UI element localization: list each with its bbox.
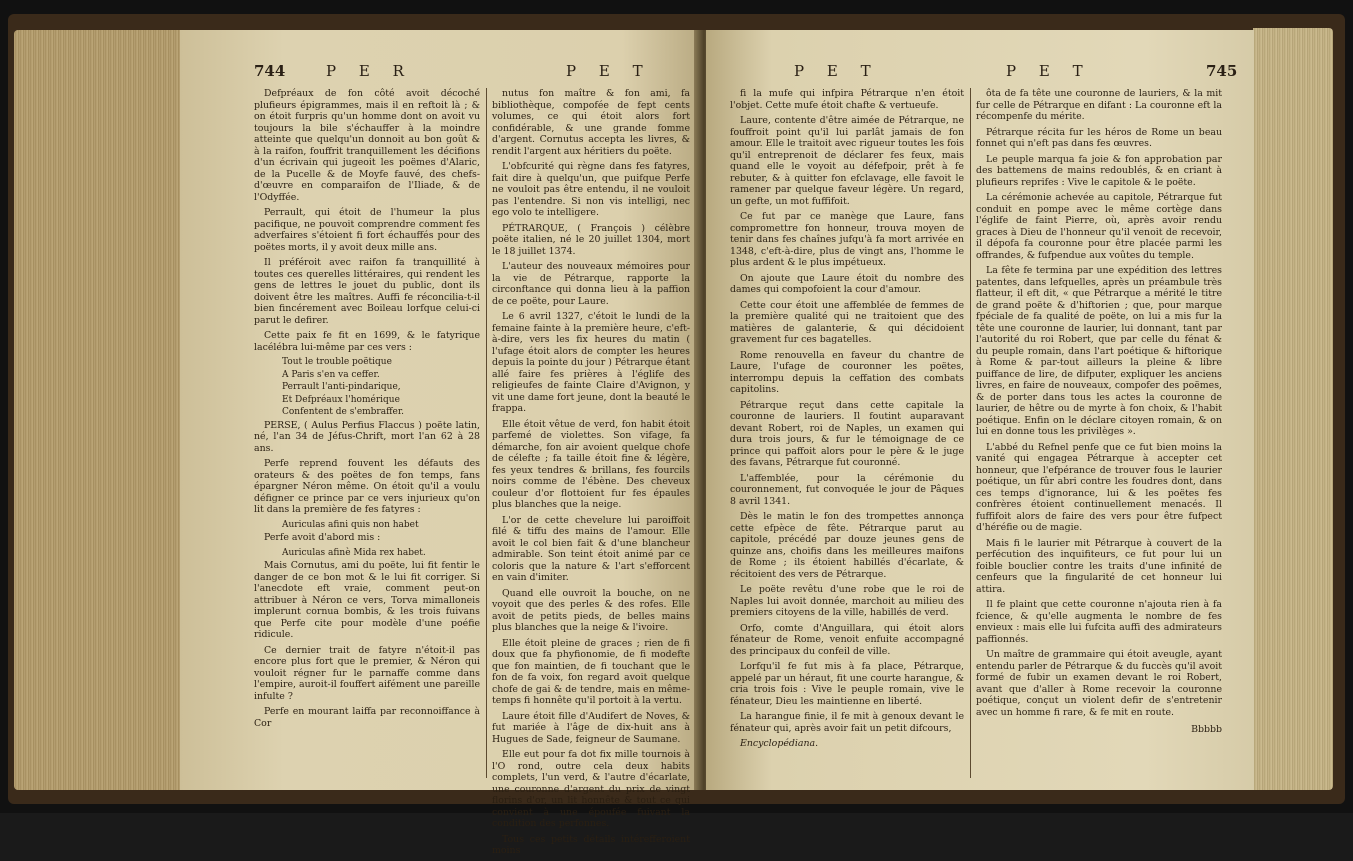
verse-line: Auriculas afini quis non habet — [282, 519, 419, 530]
verse-line: Perrault l'anti-pindarique, — [282, 382, 401, 392]
signature-mark: Bbbbb — [1191, 724, 1222, 735]
footer-source: Encyclopédiana. — [740, 738, 819, 749]
paragraph: Elle eut pour fa dot fix mille tournois à l'O rond, outre cela deux habits complets, l'un verd, & l'autre d'écarlate, une couronne d'argent du prix de vingt florins d'or, un lit honnête & tout ce qui convient à une époufée fuivant la condition des perfonnes. — [492, 749, 690, 829]
left-running-head-1: P E R — [326, 62, 413, 80]
paragraph: Orfo, comte d'Anguillara, qui étoit alors fénateur de Rome, venoit enfuite accompagné des principaux du confeil de ville. — [730, 622, 964, 657]
paragraph: Quand elle ouvroit la bouche, on ne voyoit que des perles & des rofes. Elle avoit de petits pieds, de belles mains plus blanches que la neige & l'ivoire. — [492, 587, 690, 633]
paragraph: Il fe plaint que cette couronne n'ajouta rien à fa fcience, & qu'elle augmenta le nombre de fes envieux : mais elle lui fufcita auffi des admirateurs paffionnés. — [976, 599, 1222, 645]
column-rule — [970, 88, 971, 778]
paragraph: L'obfcurité qui règne dans fes fatyres, fait dire à quelqu'un, que puifque Perfe ne vouloit pas être entendu, il ne vouloit pas l'entendre. Si non vis intelligi, nec ego volo te intelligere. — [492, 161, 690, 218]
paragraph: Cette paix fe fit en 1699, & le fatyrique lacélébra lui-même par ces vers : — [254, 330, 480, 353]
paragraph: La harangue finie, il fe mit à genoux devant le fénateur qui, après avoir fait un petit difcours, — [730, 711, 964, 734]
right-page-number: 745 — [1206, 62, 1238, 80]
paragraph: Perfe avoit d'abord mis : — [264, 532, 381, 543]
verse-line: Tout le trouble poëtique — [282, 357, 392, 367]
paragraph: Il préféroit avec raifon fa tranquillité à toutes ces querelles littéraires, qui rendent les gens de lettres le jouet du public, dont ils doivent être les maîtres. Auffi fe réconcilia-t-il bien fincérement avec Boileau lorfque celui-ci parut le defirer. — [254, 257, 480, 326]
paragraph: Tous ces petits détails intérefferoient moins — [492, 833, 690, 856]
paragraph: nutus fon maître & fon ami, fa bibliothèque, compofée de fept cents volumes, ce qui étoit alors fort confidérable, & une grande fomme d'argent. Cornutus accepta les livres, & rendit l'argent aux héritiers du poëte. — [492, 88, 690, 157]
paragraph: Mais fi le laurier mit Pétrarque à couvert de la perfécution des inquifiteurs, ce fut pour lui un foible bouclier contre les traits d'une infinité de cenfeurs que la fingularité de cet honneur lui attira. — [976, 537, 1222, 595]
page-edges-right — [1253, 28, 1333, 790]
paragraph: Rome renouvella en faveur du chantre de Laure, l'ufage de couronner les poëtes, interrompu depuis la ceffation des combats capitolins. — [730, 349, 964, 395]
paragraph: Perrault, qui étoit de l'humeur la plus pacifique, ne pouvoit comprendre comment fes adverfaires s'étoient fi fort échauffés pour des poëtes morts, il y avoit deux mille ans. — [254, 207, 480, 253]
paragraph: L'or de cette chevelure lui paroiffoit filé & tiffu des mains de l'amour. Elle avoit le col bien fait & d'une blancheur admirable. Son teint étoit animé par ce coloris que la nature & l'art s'efforcent en vain d'imiter. — [492, 514, 690, 583]
paragraph: fi la mufe qui infpira Pétrarque n'en étoit l'objet. Cette mufe étoit chafte & vertueufe. — [730, 88, 964, 111]
paragraph: L'abbé du Refnel penfe que ce fut bien moins la vanité qui engagea Pétrarque à accepter cet honneur, que l'efpérance de trouver fous le laurier poétique, un fûr abri contre les foudres dont, dans ces temps d'ignorance, lui & les poëtes fes confrères étoient continuellement menacés. Il fuffifoit alors de faire des vers pour être fufpect d'héréfie ou de magie. — [976, 441, 1222, 533]
right-running-head-1: P E T — [794, 62, 880, 80]
verse-line: A Paris s'en va ceffer. — [282, 369, 380, 380]
verse-line: Auriculas afinè Mida rex habet. — [282, 547, 426, 558]
left-page-column-2 — [492, 88, 690, 861]
paragraph: La cérémonie achevée au capitole, Pétrarque fut conduit en pompe avec le même cortège dans l'églife de faint Pierre, où, après avoir rendu graces à Dieu de l'honneur qu'il venoit de recevoir, il dépofa fa couronne pour être placée parmi les offrandes, & fufpendue aux voûtes du temple. — [976, 192, 1222, 261]
paragraph: Le 6 avril 1327, c'étoit le lundi de la femaine fainte à la première heure, c'eft-à-dire, vers les fix heures du matin ( l'ufage étoit alors de compter les heures depuis la pointe du jour ) Pétrarque étant allé faire fes prières à l'églife des religieufes de fainte Claire d'Avignon, y vit une dame fort jeune, dont la beauté le frappa. — [492, 311, 690, 414]
left-running-head-2: P E T — [566, 62, 652, 80]
paragraph: L'affemblée, pour la cérémonie du couronnement, fut convoquée le jour de Pâques 8 avril 1341. — [730, 472, 964, 507]
left-page-column-1 — [254, 88, 480, 733]
left-page-number: 744 — [254, 62, 286, 80]
paragraph: Laure étoit fille d'Audifert de Noves, & fut mariée à l'âge de dix-huit ans à Hugues de Sade, feigneur de Saumane. — [492, 710, 690, 745]
paragraph: Defpréaux de fon côté avoit décoché plufieurs épigrammes, mais il en reftoit là ; & on étoit furpris qu'un homme dont on avoit vu toujours la bile s'échauffer à la moindre atteinte que quelqu'un donnoit au bon goût & à la raifon, fouffrit tranquillement les décifions d'un écrivain qui jugeoit les poëmes d'Alaric, de la Pucelle & de Moyfe fauvé, des chefs-d'œuvre en comparaifon de l'Iliade, & de l'Odyffée. — [254, 88, 480, 203]
paragraph: Ce fut par ce manège que Laure, fans compromettre fon honneur, trouva moyen de tenir dans fes chaînes jufqu'à fa mort arrivée en 1348, c'eft-à-dire, plus de vingt ans, l'homme le plus ardent & le plus impétueux. — [730, 211, 964, 268]
paragraph: Un maître de grammaire qui étoit aveugle, ayant entendu parler de Pétrarque & du fuccès qu'il avoit formé de fubir un examen devant le roi Robert, avant que d'aller à Rome recevoir la couronne poétique, conçut un violent defir de s'entretenir avec un homme fi rare, & fe mit en route. — [976, 649, 1222, 718]
paragraph: L'auteur des nouveaux mémoires pour la vie de Pétrarque, rapporte la circonftance qui donna lieu à la paffion de ce poëte, pour Laure. — [492, 261, 690, 307]
paragraph: Le poëte revêtu d'une robe que le roi de Naples lui avoit donnée, marchoit au milieu des premiers citoyens de la ville, habillés de verd. — [730, 584, 964, 618]
paragraph: Perfe reprend fouvent les défauts des orateurs & des poëtes de fon temps, fans épargner Néron même. On étoit qu'il a voulu défigner ce prince par ce vers injurieux qu'on lit dans la première de fes fatyres : — [254, 458, 480, 515]
right-running-head-2: P E T — [1006, 62, 1092, 80]
paragraph: La fête fe termina par une expédition des lettres patentes, dans lefquelles, après un préambule très flatteur, il eft dit, « que Pétrarque a mérité le titre de grand poëte & d'hiftorien ; que, pour marque fpéciale de fa qualité de poëte, on lui a mis fur la tête une couronne de laurier, lui donnant, tant par l'autorité du roi Robert, que par celle du fénat & du peuple romain, dans l'art poétique & hiftorique à Rome & par-tout ailleurs la pleine & libre puiffance de lire, de difputer, expliquer les anciens livres, en faire de nouveaux, compofer des poëmes, & de porter dans tous les actes la couronne de laurier, de hêtre ou de myrte à fon choix, & l'habit poétique. Enfin on le déclare citoyen romain, & on lui en donne tous les privilèges ». — [976, 265, 1222, 437]
right-page — [706, 30, 1254, 790]
paragraph: Pétrarque reçut dans cette capitale la couronne de lauriers. Il foutint auparavant devant Robert, roi de Naples, un examen qui dura trois jours, & fur le témoignage de ce prince qui paffoit alors pour le père & le juge des favans, Pétrarque fut couronné. — [730, 399, 964, 468]
paragraph: Dès le matin le fon des trompettes annonça cette efpèce de fête. Pétrarque parut au capitole, précédé par douze jeunes gens de quinze ans, choifis dans les meilleures maifons de Rome ; ils étoient habillés d'écarlate, & récitoient des vers de Pétrarque. — [730, 511, 964, 580]
page-edges-left — [14, 30, 184, 790]
right-page-column-2 — [976, 88, 1222, 740]
paragraph: PÉTRARQUE, ( François ) célèbre poëte italien, né le 20 juillet 1304, mort le 18 juillet 1374. — [492, 222, 690, 257]
paragraph: Ce dernier trait de fatyre n'étoit-il pas encore plus fort que le premier, & Néron qui vouloit régner fur le parnaffe comme dans l'empire, auroit-il fouffert aifément une pareille infulte ? — [254, 644, 480, 702]
paragraph: PERSE, ( Aulus Perfius Flaccus ) poëte latin, né, l'an 34 de Jéfus-Chrift, mort l'an 62 à 28 ans. — [254, 419, 480, 454]
paragraph: Lorfqu'il fe fut mis à fa place, Pétrarque, appelé par un héraut, fit une courte harangue, & cria trois fois : Vive le peuple romain, vive le fénateur, Dieu les maintienne en liberté. — [730, 661, 964, 707]
verse-line: Et Defpréaux l'homérique — [282, 394, 400, 405]
paragraph: Le peuple marqua fa joie & fon approbation par des battemens de mains redoublés, & en criant à plufieurs reprifes : Vive le capitole & le poëte. — [976, 153, 1222, 188]
paragraph: Elle étoit vêtue de verd, fon habit étoit parfemé de violettes. Son vifage, fa démarche, fon air avoient quelque chofe de célefte ; fa taille étoit fine & légère, fes yeux tendres & brillans, fes fourcils noirs comme de l'ébène. Des cheveux couleur d'or flottoient fur fes épaules plus blanches que la neige. — [492, 418, 690, 510]
column-rule — [486, 88, 487, 778]
paragraph: Perfe en mourant laiffa par reconnoiffance à Cor — [254, 706, 480, 729]
left-page — [180, 30, 700, 856]
verse-line: Confentent de s'embraffer. — [282, 407, 404, 417]
paragraph: On ajoute que Laure étoit du nombre des dames qui compofoient la cour d'amour. — [730, 272, 964, 295]
paragraph: Laure, contente d'être aimée de Pétrarque, ne fouffroit point qu'il lui parlât jamais de fon amour. Elle le traitoit avec rigueur toutes les fois qu'il entreprenoit de déclarer fes feux, mais quand elle le voyoit au défefpoir, prêt à fe rebuter, & à quitter fon efclavage, elle favoit le ramener par quelque faveur légère. Un regard, un gefte, un mot fuffifoit. — [730, 115, 964, 207]
paragraph: ôta de fa tête une couronne de lauriers, & la mit fur celle de Pétrarque en difant : La couronne eft la récompenfe du mérite. — [976, 88, 1222, 122]
paragraph: Pétrarque récita fur les héros de Rome un beau fonnet qui n'eft pas dans fes œuvres. — [976, 126, 1222, 149]
paragraph: Elle étoit pleine de graces ; rien de fi doux que fa phyfionomie, de fi modefte que fon maintien, de fi touchant que le fon de fa voix, fon regard avoit quelque chofe de gai & de tendre, mais en même-temps fi honnête qu'il portoit à la vertu. — [492, 637, 690, 706]
right-page-column-1 — [730, 88, 964, 754]
paragraph: Mais Cornutus, ami du poëte, lui fit fentir le danger de ce bon mot & le lui fit corriger. Si l'anecdote eft vraie, comment peut-on attribuer à Néron ce vers, Torva mimalloneis implerunt cornua bombis, & les trois fuivans que Perfe cite pour modèle d'une poéfie ridicule. — [254, 560, 480, 640]
paragraph: Cette cour étoit une affemblée de femmes de la première qualité qui ne traitoient que des matières de galanterie, & qui décidoient gravement fur ces bagatelles. — [730, 299, 964, 345]
